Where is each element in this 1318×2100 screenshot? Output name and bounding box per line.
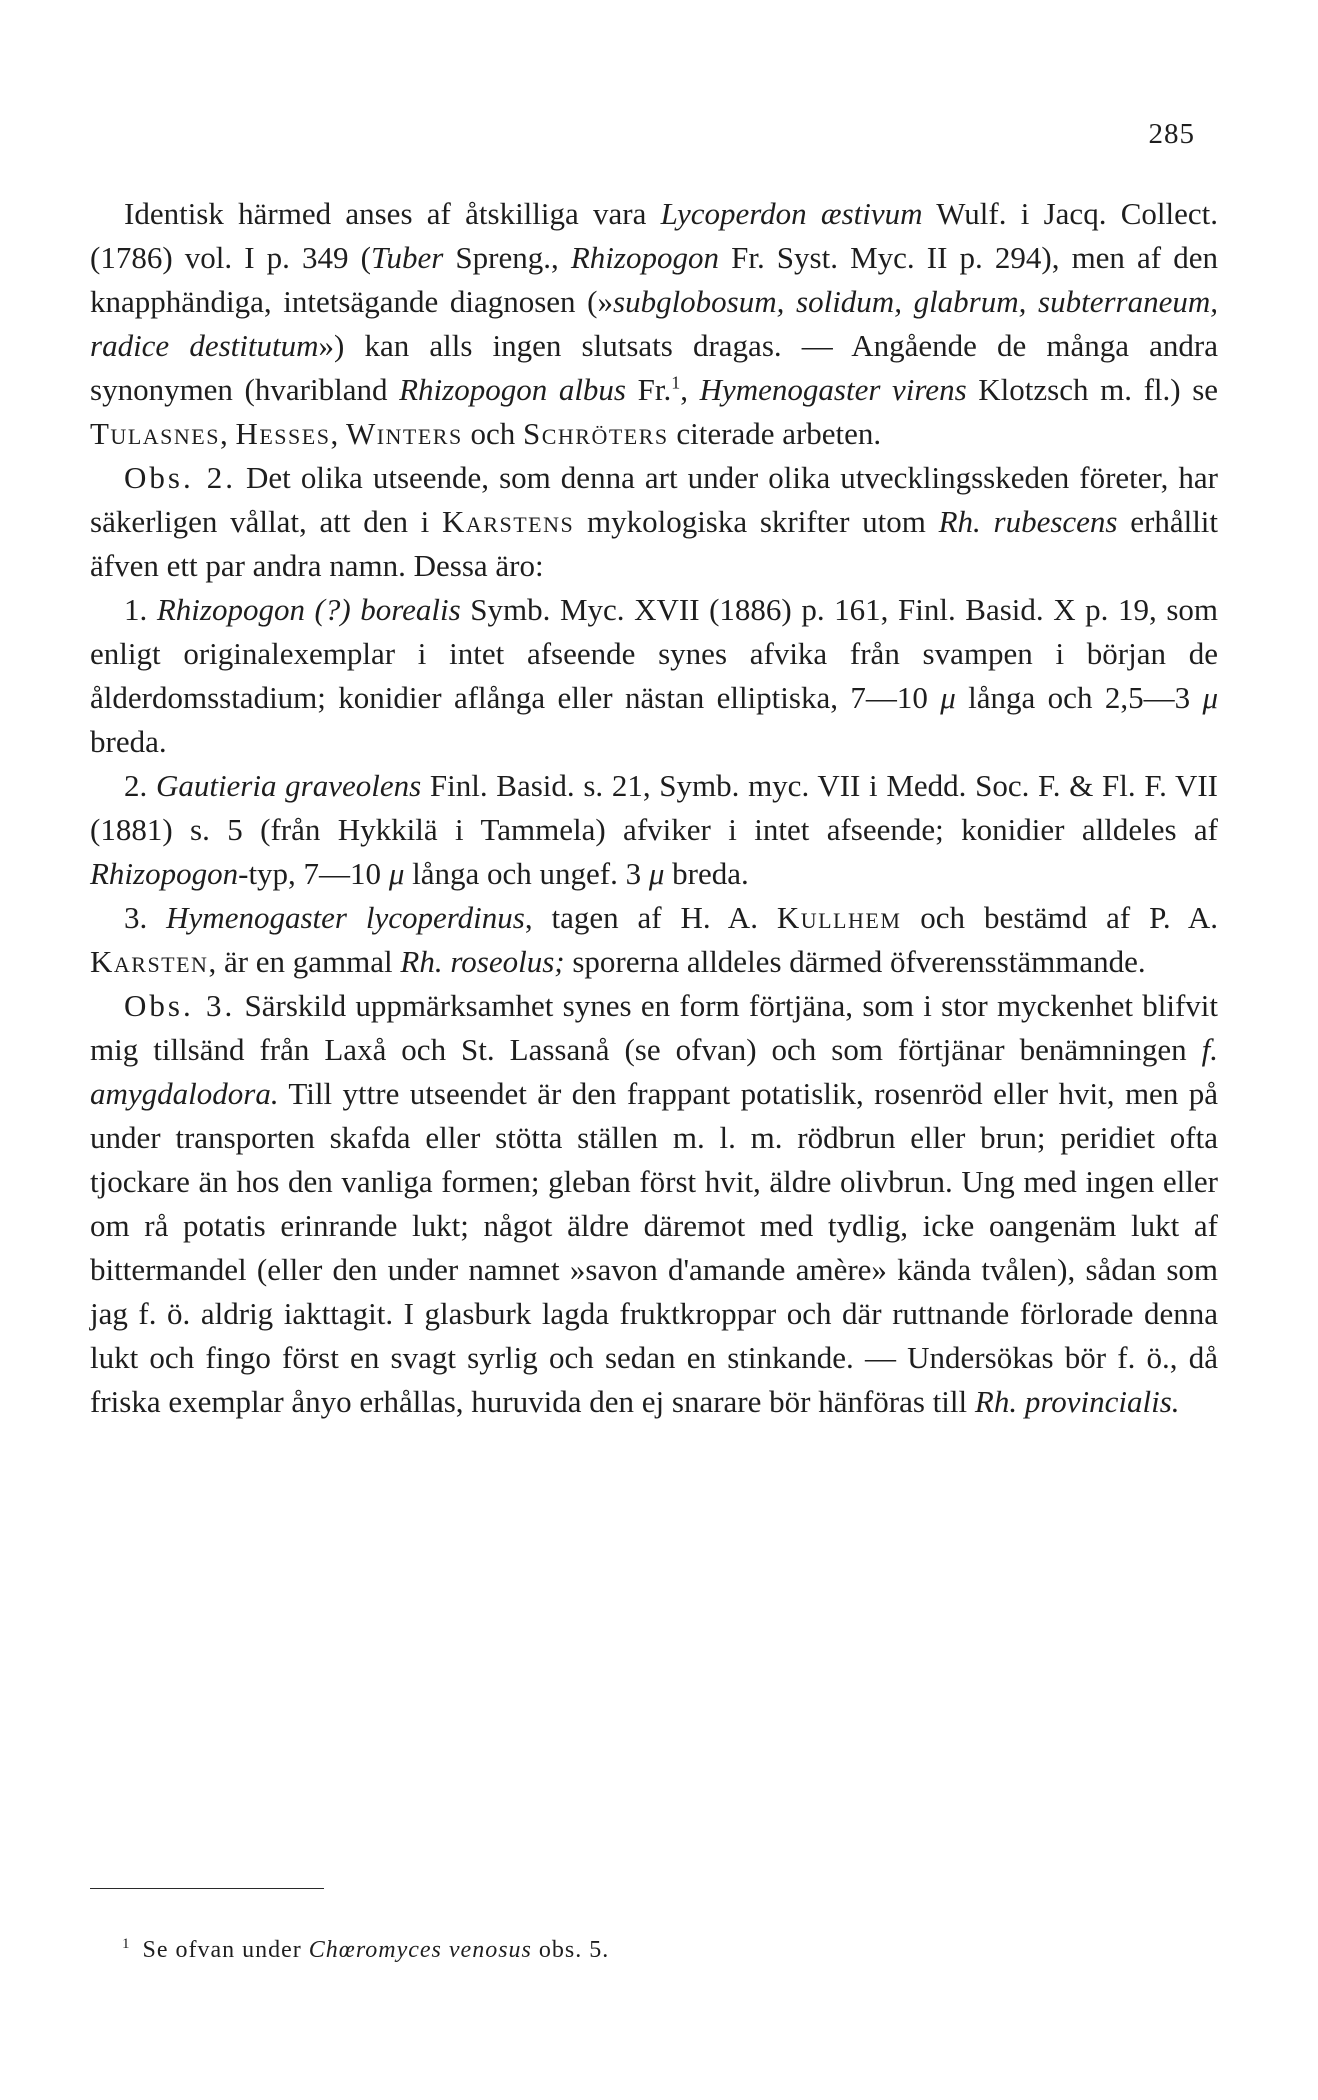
list-item-2: 2. Gautieria graveolens Finl. Basid. s. 21, Symb. myc. VII i Medd. Soc. F. & Fl. F. VII (1881) s. 5 (från Hykkilä i Tammela) afviker i intet afseende; konidier alldeles af Rhizopogon-typ, 7—10 μ långa och ungef. 3 μ breda. (90, 768, 1218, 891)
footnote-reference[interactable]: 1 (671, 372, 681, 393)
paragraph-synonyms: Identisk härmed anses af åtskilliga vara Lycoperdon æstivum Wulf. i Jacq. Collect. (1786) vol. I p. 349 (Tuber Spreng., Rhizopogon Fr. Syst. Myc. II p. 294), men af den knapphändiga, intetsägande diagnosen (»subglobosum, solidum, glabrum, subterraneum, radice destitutum») kan alls ingen slutsats dragas. — Angående de många andra synonymen (hvaribland Rhizopogon albus Fr.$^1$, Hymenogaster virens Klotzsch m. fl.) se Tulasnes, Hesses, Winters och Schröters citerade arbeten. (90, 196, 1219, 451)
obs-heading: Obs. 2. (124, 460, 236, 495)
footnote-divider (90, 1888, 324, 1889)
page-number: 285 (1148, 118, 1195, 150)
list-item-1: 1. Rhizopogon (?) borealis Symb. Myc. XVII (1886) p. 161, Finl. Basid. X p. 19, som enligt originalexemplar i intet afseende synes afvika från svampen i början de ålderdomsstadium; konidier aflånga eller nästan elliptiska, 7—10 μ långa och 2,5—3 μ breda. (90, 592, 1219, 759)
paragraph-obs-2: Obs. 2. Det olika utseende, som denna art under olika utvecklingsskeden företer, har säkerligen vållat, att den i Karstens mykologiska skrifter utom Rh. rubescens erhållit äfven ett par andra namn. Dessa äro: (90, 460, 1219, 583)
obs-heading: Obs. 3. (124, 988, 236, 1023)
paragraph-obs-3: Obs. 3. Särskild uppmärksamhet synes en form förtjäna, som i stor myckenhet blifvit mig tillsänd från Laxå och St. Lassanå (se ofvan) och som förtjänar benämningen f. amygdalodora. Till yttre utseendet är den frappant potatislik, rosenröd eller hvit, men på under transporten skafda eller stötta ställen m. l. m. rödbrun eller brun; peridiet ofta tjockare än hos den vanliga formen; gleban först hvit, äldre olivbrun. Ung med ingen eller om rå potatis erinrande lukt; något äldre däremot med tydlig, icke oangenäm lukt af bittermandel (eller den under namnet »savon d'amande amère» kända tvålen), sådan som jag f. ö. aldrig iakttagit. I glasburk lagda fruktkroppar och där ruttnande förlorade denna lukt och fingo först en svagt syrlig och sedan en stinkande. — Undersökas bör f. ö., då friska exemplar ånyo erhållas, huruvida den ej snarare bör hänföras till Rh. provincialis. (90, 988, 1219, 1419)
list-item-3: 3. Hymenogaster lycoperdinus, tagen af H. A. Kullhem och bestämd af P. A. Karsten, är en gammal Rh. roseolus; sporerna alldeles därmed öfverensstämmande. (90, 900, 1219, 979)
body-text (90, 192, 1218, 1424)
footnote: $^1$ Se ofvan under Chœromyces venosus obs. 5. (122, 1936, 610, 1963)
footnote-mark: 1 (122, 1936, 131, 1952)
